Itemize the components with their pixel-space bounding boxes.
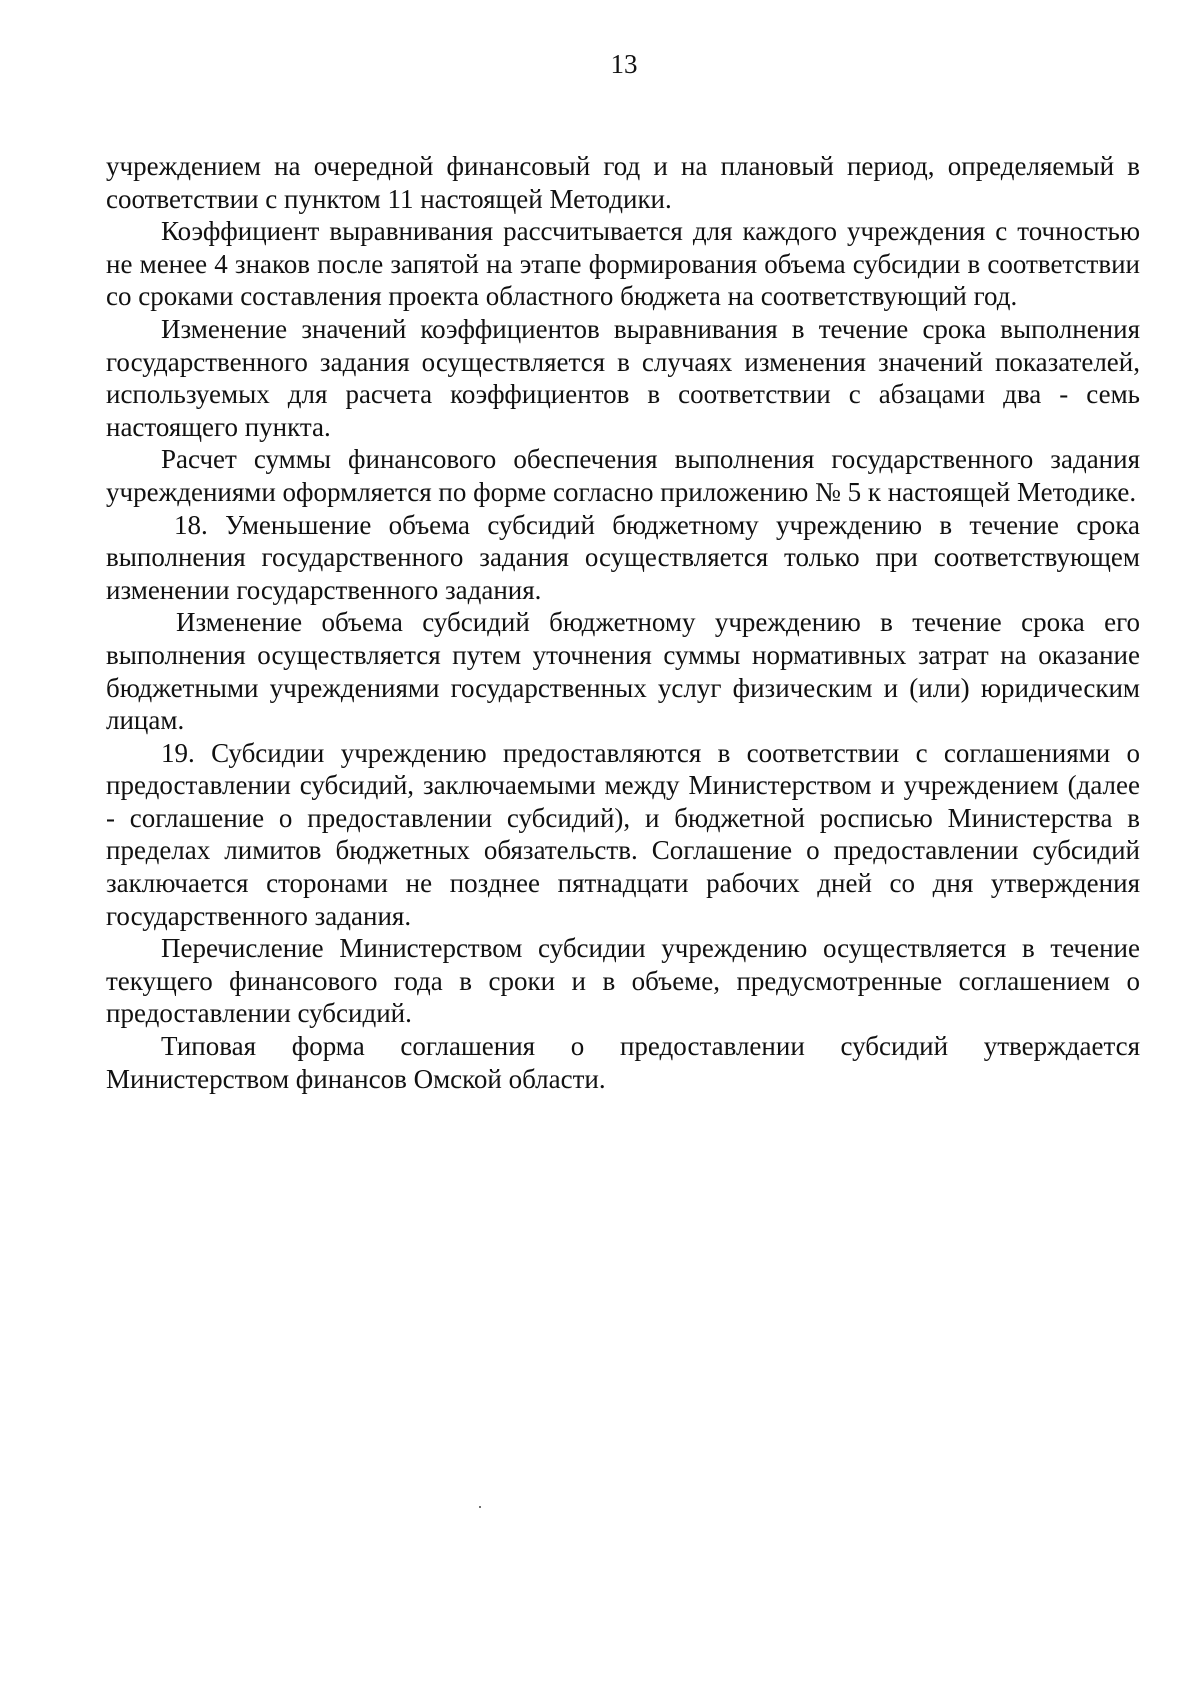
paragraph-transfer: Перечисление Министерством субсидии учреждению осуществляется в течение текущего финансового года в сроки и в объеме, предусмотренные соглашением о предоставлении субсидий. xyxy=(106,933,1140,1029)
page-number: 13 xyxy=(610,49,638,79)
paragraph-standard-form: Типовая форма соглашения о предоставлении субсидий утверждается Министерством финансов Омской области. xyxy=(106,1031,1140,1094)
paragraph-continuation: учреждением на очередной финансовый год и на плановый период, определяемый в соответствии с пунктом 11 настоящей Методики. xyxy=(106,151,1140,214)
paragraph-calculation-form: Расчет суммы финансового обеспечения выполнения государственного задания учреждениями оформляется по форме согласно приложению № 5 к настоящей Методике. xyxy=(106,444,1140,507)
scan-speck xyxy=(479,1506,481,1508)
paragraph-subsidy-change: Изменение объема субсидий бюджетному учреждению в течение срока его выполнения осуществляется путем уточнения суммы нормативных затрат на оказание бюджетными учреждениями государственных услуг физическим и (или) юридическим лицам. xyxy=(106,607,1140,736)
document-body xyxy=(106,150,1140,1095)
paragraph-item-18: 18. Уменьшение объема субсидий бюджетному учреждению в течение срока выполнения государственного задания осуществляется только при соответствующем изменении государственного задания. xyxy=(106,509,1140,605)
paragraph-coefficient-change: Изменение значений коэффициентов выравнивания в течение срока выполнения государственного задания осуществляется в случаях изменения значений показателей, используемых для расчета коэффициентов в соответствии с абзацами два - семь настоящего пункта. xyxy=(106,313,1140,442)
paragraph-alignment-coefficient: Коэффициент выравнивания рассчитывается для каждого учреждения с точностью не менее 4 знаков после запятой на этапе формирования объема субсидии в соответствии со сроками составления проекта областного бюджета на соответствующий год. xyxy=(106,216,1140,312)
paragraph-item-19: 19. Субсидии учреждению предоставляются в соответствии с соглашениями о предоставлении субсидий, заключаемыми между Министерством и учреждением (далее - соглашение о предоставлении субсидий), и бюджетной росписью Министерства в пределах лимитов бюджетных обязательств. Соглашение о предоставлении субсидий заключается сторонами не позднее пятнадцати рабочих дней со дня утверждения государственного задания. xyxy=(106,737,1140,931)
